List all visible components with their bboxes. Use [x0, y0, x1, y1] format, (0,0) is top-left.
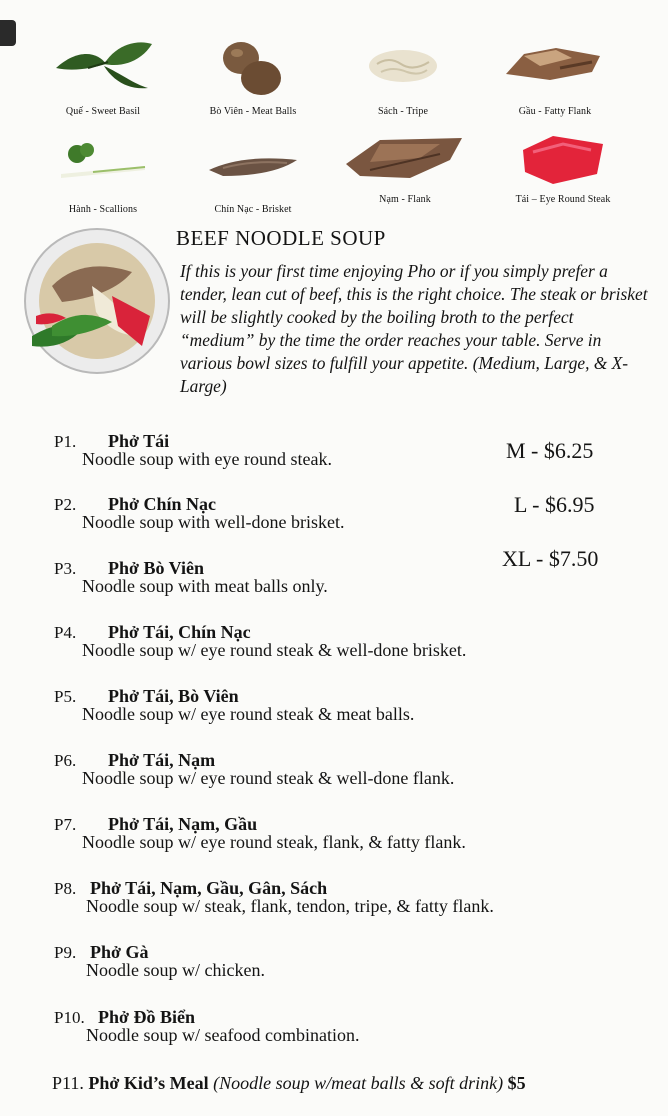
item-name: Phở Chín Nạc [108, 494, 216, 514]
menu-item-p11 [52, 1073, 526, 1094]
item-name: Phở Tái, Nạm, Gầu, Gân, Sách [90, 878, 328, 898]
item-code: P8. [54, 879, 77, 898]
item-name: Phở Bò Viên [108, 558, 204, 578]
item-desc: Noodle soup w/ eye round steak, flank, & fatty flank. [82, 832, 466, 852]
item-code: P4. [54, 623, 77, 642]
fatty-flank-icon [500, 38, 610, 94]
item-name: Phở Đồ Biển [98, 1007, 195, 1027]
ingredient-label: Tái – Eye Round Steak [515, 194, 611, 205]
ingredient-scallions [28, 136, 178, 215]
item-code: P1. [54, 432, 77, 451]
brisket-icon [203, 136, 303, 186]
ingredient-basil [28, 38, 178, 117]
price-medium: M - $6.25 [506, 438, 594, 463]
section-title: BEEF NOODLE SOUP [176, 226, 386, 250]
ingredient-brisket [178, 136, 328, 215]
item-name: Phở Tái [108, 431, 170, 451]
basil-icon [48, 38, 158, 94]
ingredient-flank [330, 130, 480, 205]
ingredient-meatballs [178, 38, 328, 117]
ingredient-eye-round-steak [488, 130, 638, 205]
price-xlarge: XL - $7.50 [502, 546, 599, 571]
item-desc: Noodle soup with well-done brisket. [82, 512, 345, 532]
item-desc: Noodle soup w/ eye round steak & meat balls. [82, 704, 415, 724]
ingredient-fatty-flank [480, 38, 630, 117]
flank-icon [340, 130, 470, 190]
item-desc: Noodle soup w/ seafood combination. [86, 1025, 360, 1045]
item-desc: Noodle soup w/ eye round steak & well-done flank. [82, 768, 455, 788]
ingredient-tripe [328, 38, 478, 117]
ingredient-label: Nạm - Flank [379, 194, 431, 205]
ingredient-label: Gầu - Fatty Flank [518, 106, 592, 117]
item-name: Phở Tái, Nạm, Gầu [108, 814, 258, 834]
item-code: P2. [54, 495, 77, 514]
item-name: Phở Gà [90, 942, 149, 962]
item-name: Phở Tái, Bò Viên [108, 686, 239, 706]
section-intro: If this is your first time enjoying Pho or if you simply prefer a tender, lean cut of beef, this is the right choice. The steak or brisket will be slightly cooked by the boiling broth to the perfect “medium” by the time the order reaches your table. Serve in various bowl sizes to fulfill your appetite. (Medium, Large, & X-Large) [180, 261, 648, 396]
ingredient-label: Chín Nạc - Brisket [214, 204, 292, 215]
item-code: P11. [52, 1073, 84, 1093]
item-code: P3. [54, 559, 77, 578]
ingredient-label: Hành - Scallions [68, 204, 138, 215]
item-code: P9. [54, 943, 77, 962]
item-desc: Noodle soup w/ eye round steak & well-done brisket. [82, 640, 467, 660]
item-desc: Noodle soup with eye round steak. [82, 449, 332, 469]
item-desc: (Noodle soup w/meat balls & soft drink) [213, 1073, 504, 1093]
item-price: $5 [507, 1073, 526, 1093]
item-desc: Noodle soup w/ chicken. [86, 960, 265, 980]
item-desc: Noodle soup w/ steak, flank, tendon, tripe, & fatty flank. [86, 896, 494, 916]
ingredient-label: Bò Viên - Meat Balls [209, 106, 297, 117]
price-large: L - $6.95 [514, 492, 595, 517]
item-code: P5. [54, 687, 77, 706]
scallion-icon [53, 136, 153, 186]
item-desc: Noodle soup with meat balls only. [82, 576, 328, 596]
ingredient-label: Sách - Tripe [377, 106, 429, 117]
item-code: P10. [54, 1008, 85, 1027]
item-name: Phở Tái, Chín Nạc [108, 622, 251, 642]
ingredient-label: Quế - Sweet Basil [65, 106, 141, 117]
pho-bowl-image [22, 226, 172, 376]
page-edge-mark [0, 20, 16, 46]
item-code: P6. [54, 751, 77, 770]
eye-round-steak-icon [513, 130, 613, 190]
item-name: Phở Kid’s Meal [88, 1073, 209, 1093]
meatball-icon [213, 38, 293, 98]
item-code: P7. [54, 815, 77, 834]
tripe-icon [363, 38, 443, 88]
item-name: Phở Tái, Nạm [108, 750, 216, 770]
